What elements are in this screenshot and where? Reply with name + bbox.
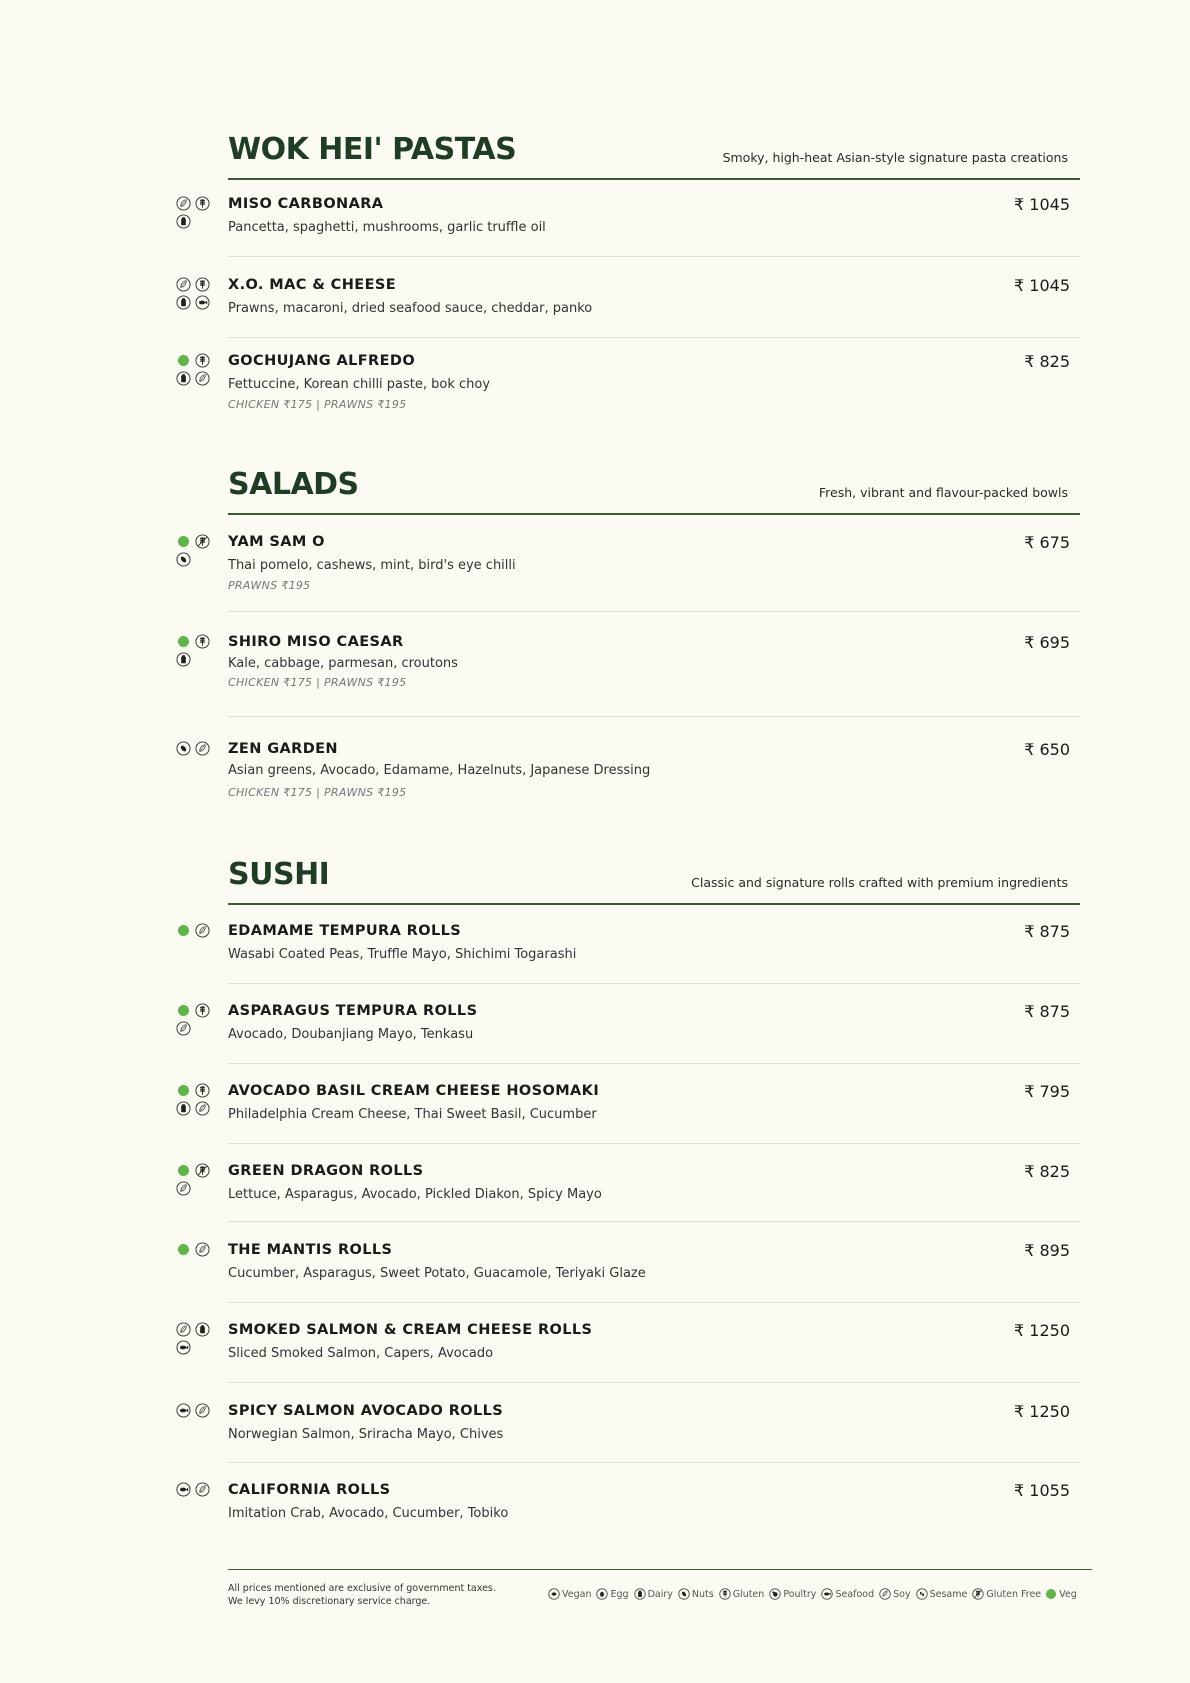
gluten-free-icon [972, 1588, 984, 1600]
section-subtitle: Classic and signature rolls crafted with premium ingredients [691, 875, 1068, 890]
item-name: YAM SAM O [228, 534, 325, 550]
legend-item-poultry [769, 1588, 816, 1600]
poultry-icon [769, 1588, 781, 1600]
legend-label: Egg [610, 1588, 629, 1600]
seafood-icon [176, 1482, 191, 1497]
legend-label: Gluten [732, 1588, 765, 1600]
dairy-icon [176, 1101, 191, 1116]
item-price: ₹ 1250 [1014, 1402, 1070, 1421]
seafood-icon [176, 1340, 191, 1355]
item-divider [228, 1143, 1080, 1144]
item-name: ZEN GARDEN [228, 741, 338, 757]
dairy-icon [176, 295, 191, 310]
item-addons: CHICKEN ₹175 | PRAWNS ₹195 [228, 676, 407, 689]
sesame-icon [916, 1588, 928, 1600]
item-description: Avocado, Doubanjiang Mayo, Tenkasu [228, 1027, 474, 1042]
item-addons: PRAWNS ₹195 [228, 579, 311, 592]
item-description: Cucumber, Asparagus, Sweet Potato, Guacamole, Teriyaki Glaze [228, 1266, 646, 1281]
gluten-icon [195, 277, 210, 292]
gluten-icon [195, 196, 210, 211]
item-price: ₹ 875 [1024, 1002, 1070, 1021]
nuts-icon [678, 1588, 690, 1600]
veg-icon [176, 534, 191, 549]
item-description: Wasabi Coated Peas, Truffle Mayo, Shichimi Togarashi [228, 947, 577, 962]
dairy-icon [176, 214, 191, 229]
item-description: Kale, cabbage, parmesan, croutons [228, 656, 458, 671]
legend-label: Poultry [783, 1588, 817, 1600]
item-name: X.O. MAC & CHEESE [228, 277, 397, 293]
dairy-icon [634, 1588, 646, 1600]
dairy-icon [195, 1322, 210, 1337]
gluten-icon [195, 1003, 210, 1018]
nuts-icon [176, 552, 191, 567]
soy-icon [879, 1588, 891, 1600]
item-price: ₹ 825 [1024, 352, 1070, 371]
item-description: Asian greens, Avocado, Edamame, Hazelnuts, Japanese Dressing [228, 763, 651, 778]
veg-icon [1046, 1589, 1056, 1599]
dairy-icon [176, 652, 191, 667]
seafood-icon [821, 1588, 833, 1600]
legend-label: Soy [893, 1588, 911, 1600]
gluten-free-icon [195, 534, 210, 549]
item-price: ₹ 875 [1024, 922, 1070, 941]
legend-item-gluten [719, 1588, 765, 1600]
item-description: Prawns, macaroni, dried seafood sauce, cheddar, panko [228, 301, 593, 316]
item-name: AVOCADO BASIL CREAM CHEESE HOSOMAKI [228, 1083, 600, 1099]
soy-icon [176, 1181, 191, 1196]
section-header [228, 130, 1080, 180]
item-addons: CHICKEN ₹175 | PRAWNS ₹195 [228, 398, 407, 411]
section-subtitle: Fresh, vibrant and flavour-packed bowls [818, 485, 1068, 500]
item-name: CALIFORNIA ROLLS [228, 1482, 391, 1498]
item-name: SMOKED SALMON & CREAM CHEESE ROLLS [228, 1322, 593, 1338]
item-divider [228, 716, 1080, 717]
veg-icon [176, 1163, 191, 1178]
soy-icon [195, 1403, 210, 1418]
seafood-icon [176, 1403, 191, 1418]
item-description: Sliced Smoked Salmon, Capers, Avocado [228, 1346, 494, 1361]
item-name: SPICY SALMON AVOCADO ROLLS [228, 1403, 504, 1419]
item-description: Lettuce, Asparagus, Avocado, Pickled Diakon, Spicy Mayo [228, 1187, 602, 1202]
legend-label: Seafood [835, 1588, 875, 1600]
item-description: Norwegian Salmon, Sriracha Mayo, Chives [228, 1427, 504, 1442]
soy-icon [195, 1101, 210, 1116]
item-name: MISO CARBONARA [228, 196, 384, 212]
item-name: ASPARAGUS TEMPURA ROLLS [228, 1003, 478, 1019]
veg-icon [176, 1242, 191, 1257]
legend-label: Nuts [691, 1588, 714, 1600]
veg-icon [176, 353, 191, 368]
item-price: ₹ 1055 [1014, 1481, 1070, 1500]
section-title: SALADS [228, 467, 359, 502]
legend-item-soy [879, 1588, 910, 1600]
legend-label: Sesame [929, 1588, 968, 1600]
item-divider [228, 611, 1080, 612]
item-price: ₹ 795 [1024, 1082, 1070, 1101]
item-divider [228, 256, 1080, 257]
item-price: ₹ 1045 [1014, 276, 1070, 295]
allergen-legend [548, 1587, 1082, 1601]
footer-note [228, 1582, 496, 1608]
nuts-icon [176, 741, 191, 756]
soy-icon [195, 1482, 210, 1497]
section-title: WOK HEI' PASTAS [228, 132, 517, 167]
legend-label: Vegan [562, 1588, 592, 1600]
legend-label: Gluten Free [986, 1588, 1042, 1600]
soy-icon [176, 196, 191, 211]
item-name: GOCHUJANG ALFREDO [228, 353, 416, 369]
egg-icon [596, 1588, 608, 1600]
vegan-icon [548, 1588, 560, 1600]
legend-item-nuts [678, 1588, 714, 1600]
item-divider [228, 1382, 1080, 1383]
item-name: SHIRO MISO CAESAR [228, 634, 404, 650]
footer-rule [228, 1569, 1092, 1570]
item-price: ₹ 895 [1024, 1241, 1070, 1260]
legend-label: Dairy [647, 1588, 673, 1600]
legend-item-vegan [548, 1588, 591, 1600]
veg-icon [176, 923, 191, 938]
gluten-icon [719, 1588, 731, 1600]
item-price: ₹ 825 [1024, 1162, 1070, 1181]
tax-note: All prices mentioned are exclusive of government taxes. [228, 1583, 496, 1594]
item-name: GREEN DRAGON ROLLS [228, 1163, 424, 1179]
item-description: Thai pomelo, cashews, mint, bird's eye chilli [228, 558, 516, 573]
legend-item-seafood [821, 1588, 874, 1600]
legend-item-veg [1046, 1589, 1077, 1600]
item-addons: CHICKEN ₹175 | PRAWNS ₹195 [228, 786, 407, 799]
section-header [228, 465, 1080, 515]
soy-icon [195, 371, 210, 386]
item-price: ₹ 695 [1024, 633, 1070, 652]
section-header [228, 855, 1080, 905]
item-description: Imitation Crab, Avocado, Cucumber, Tobiko [228, 1506, 509, 1521]
section-title: SUSHI [228, 857, 330, 892]
item-description: Pancetta, spaghetti, mushrooms, garlic truffle oil [228, 220, 546, 235]
item-price: ₹ 675 [1024, 533, 1070, 552]
gluten-icon [195, 353, 210, 368]
veg-icon [176, 1003, 191, 1018]
soy-icon [176, 277, 191, 292]
service-charge-note: We levy 10% discretionary service charge. [228, 1596, 431, 1607]
legend-item-gluten-free [972, 1588, 1041, 1600]
soy-icon [176, 1021, 191, 1036]
section-subtitle: Smoky, high-heat Asian-style signature pasta creations [722, 150, 1068, 165]
soy-icon [195, 923, 210, 938]
item-price: ₹ 1045 [1014, 195, 1070, 214]
seafood-icon [195, 295, 210, 310]
item-divider [228, 337, 1080, 338]
soy-icon [176, 1322, 191, 1337]
veg-icon [176, 634, 191, 649]
legend-item-sesame [916, 1588, 968, 1600]
item-name: EDAMAME TEMPURA ROLLS [228, 923, 462, 939]
item-description: Fettuccine, Korean chilli paste, bok choy [228, 377, 491, 392]
item-divider [228, 1302, 1080, 1303]
soy-icon [195, 1242, 210, 1257]
item-divider [228, 983, 1080, 984]
legend-item-egg [596, 1588, 628, 1600]
item-price: ₹ 650 [1024, 740, 1070, 759]
item-name: THE MANTIS ROLLS [228, 1242, 393, 1258]
item-divider [228, 1063, 1080, 1064]
gluten-icon [195, 1083, 210, 1098]
legend-item-dairy [634, 1588, 673, 1600]
soy-icon [195, 741, 210, 756]
veg-icon [176, 1083, 191, 1098]
dairy-icon [176, 371, 191, 386]
item-price: ₹ 1250 [1014, 1321, 1070, 1340]
item-divider [228, 1221, 1080, 1222]
item-description: Philadelphia Cream Cheese, Thai Sweet Basil, Cucumber [228, 1107, 597, 1122]
gluten-icon [195, 634, 210, 649]
item-divider [228, 1462, 1080, 1463]
gluten-free-icon [195, 1163, 210, 1178]
legend-label: Veg [1059, 1588, 1077, 1600]
